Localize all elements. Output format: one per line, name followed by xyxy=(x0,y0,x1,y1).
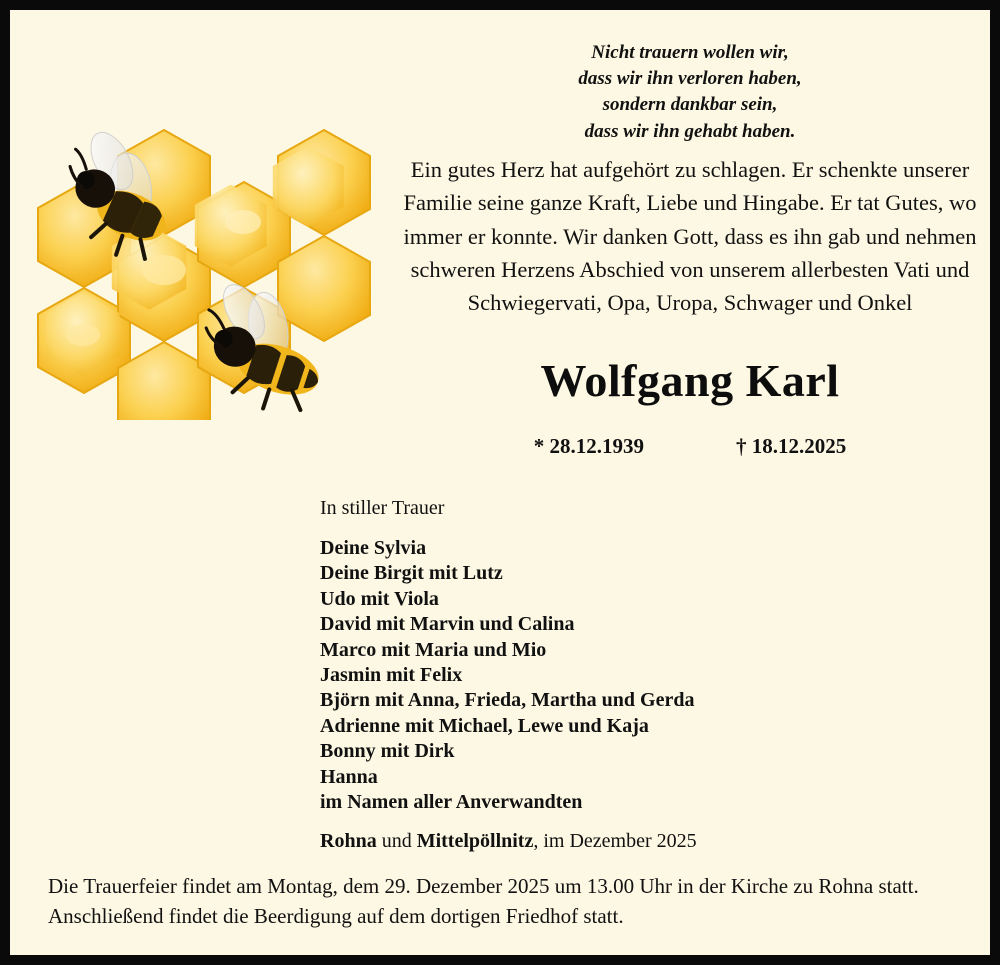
poem-line-4: dass wir ihn gehabt haben. xyxy=(584,120,796,142)
life-dates xyxy=(390,434,990,459)
list-item: Hanna xyxy=(320,765,378,788)
list-item: David mit Marvin und Calina xyxy=(320,613,575,636)
honeycomb-with-bees-illustration xyxy=(20,20,390,420)
list-item: Marco mit Maria und Mio xyxy=(320,638,547,661)
birth-date: * 28.12.1939 xyxy=(533,434,644,458)
mourners-list xyxy=(320,536,980,815)
place-one: Rohna xyxy=(320,830,377,852)
tribute-text: Ein gutes Herz hat aufgehört zu schlagen. Er schenkte unserer Familie seine ganze Kraft, Liebe und Hingabe. Er tat Gutes, wo immer er konnte. Wir danken Gott, dass es ihn gab und nehmen schweren Herzens Abschied von unserem allerbesten Vati und Schwiegervati, Opa, Uropa, Schwager und Onkel xyxy=(403,157,977,316)
poem-line-2: dass wir ihn verloren haben, xyxy=(578,68,802,90)
deceased-name: Wolfgang Karl xyxy=(540,355,840,406)
place-two: Mittelpöllnitz xyxy=(416,830,534,852)
mourners-section xyxy=(320,497,980,815)
place-and-date-line xyxy=(320,830,980,853)
list-item: Deine Sylvia xyxy=(320,537,427,559)
list-item: Björn mit Anna, Frieda, Martha und Gerda xyxy=(320,689,695,712)
ceremony-details: Die Trauerfeier findet am Montag, dem 29. Dezember 2025 um 13.00 Uhr in der Kirche zu Rohna statt. Anschließend findet die Beerdigung auf dem dortigen Friedhof statt. xyxy=(48,874,919,928)
poem-line-1: Nicht trauern wollen wir, xyxy=(591,42,789,63)
place-conjunction: und xyxy=(376,830,417,852)
list-item: Deine Birgit mit Lutz xyxy=(320,562,503,585)
list-item: im Namen aller Anverwandten xyxy=(320,790,583,813)
list-item: Bonny mit Dirk xyxy=(320,740,455,763)
list-item: Jasmin mit Felix xyxy=(320,663,463,686)
place-date-suffix: , im Dezember 2025 xyxy=(533,830,697,852)
mourners-intro: In stiller Trauer xyxy=(320,497,445,519)
memorial-poem xyxy=(390,40,990,145)
list-item: Udo mit Viola xyxy=(320,587,439,610)
death-date: † 18.12.2025 xyxy=(736,434,847,458)
poem-line-3: sondern dankbar sein, xyxy=(602,94,778,116)
list-item: Adrienne mit Michael, Lewe und Kaja xyxy=(320,714,649,737)
